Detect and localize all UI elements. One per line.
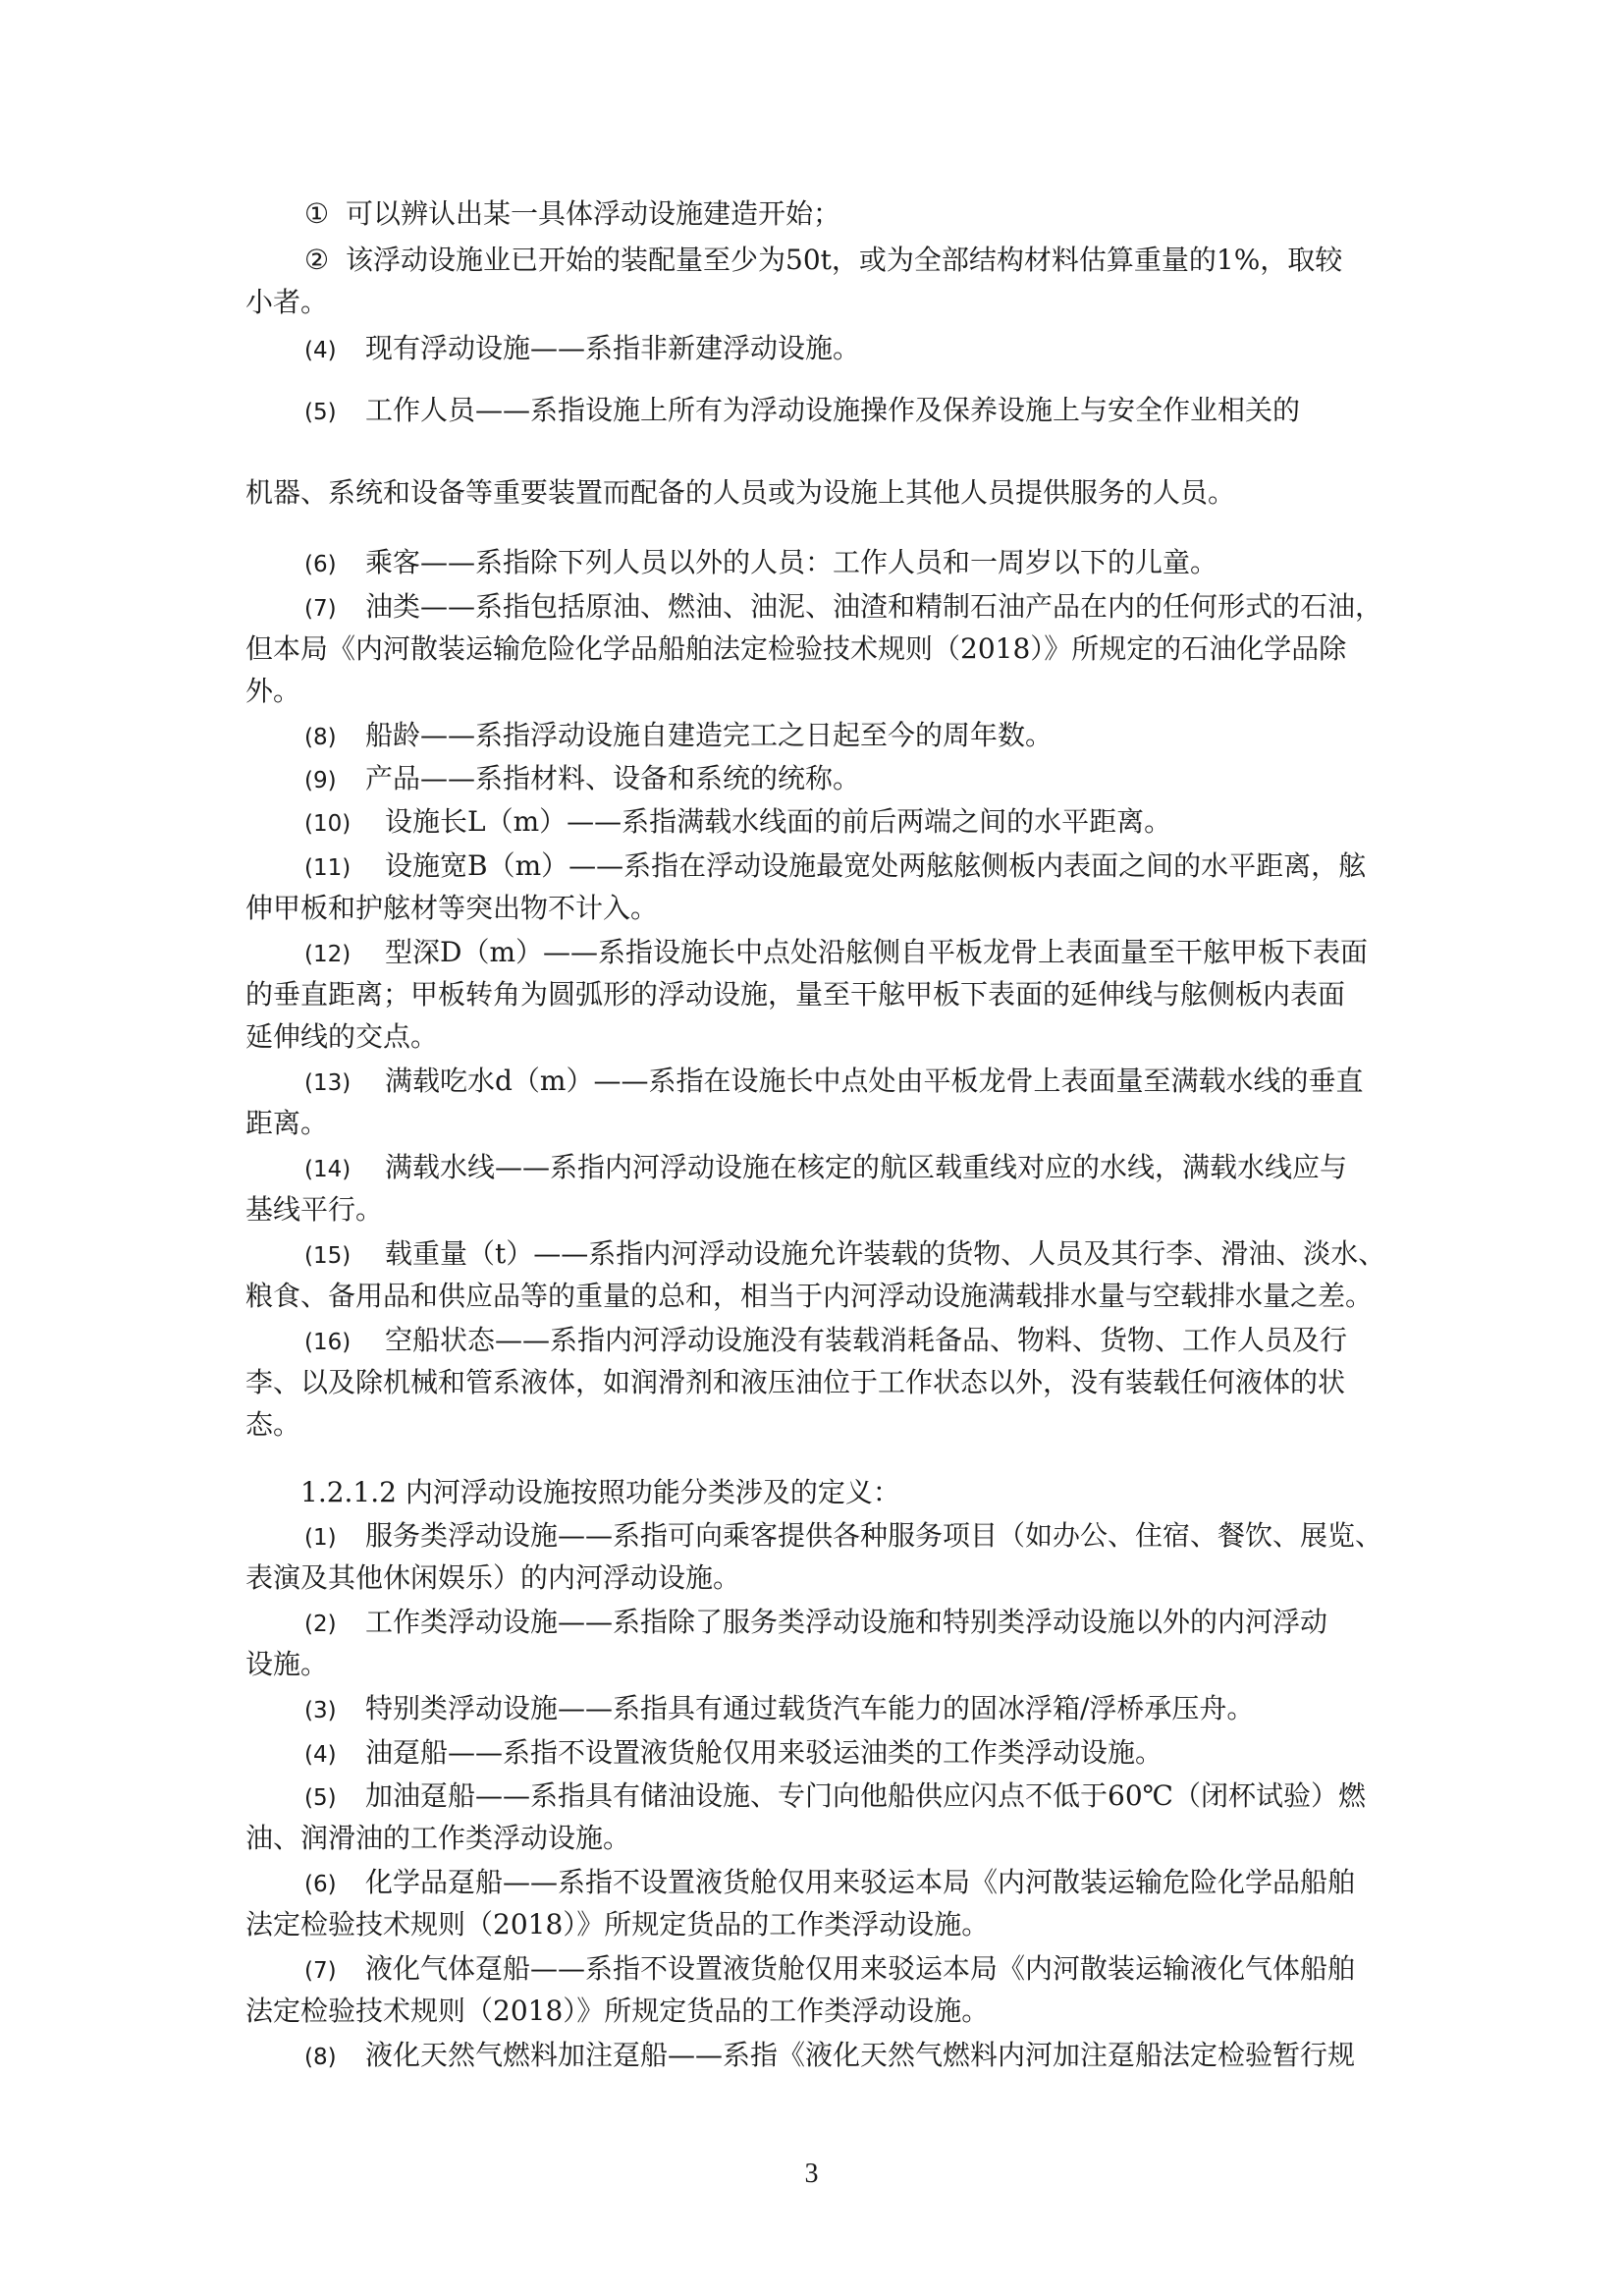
item-number: (8) — [304, 2045, 337, 2070]
item-number: (6) — [304, 552, 337, 577]
item-number: (11) — [304, 855, 352, 881]
definition-continuation: 伸甲板和护舷材等突出物不计入。 — [245, 892, 659, 924]
definition-9 — [304, 759, 1443, 800]
item-number: (4) — [304, 338, 337, 363]
page-number: 3 — [804, 2159, 819, 2189]
item-number: (5) — [304, 1785, 337, 1811]
item-text: 设施宽B（m）——系指在浮动设施最宽处两舷舷侧板内表面之间的水平距离，舷 — [385, 849, 1367, 882]
item-number: (7) — [304, 1958, 337, 1984]
item-number: (3) — [304, 1698, 337, 1723]
item-number: (4) — [304, 1742, 337, 1768]
definition-13 — [304, 1062, 1443, 1103]
item-text: 液化气体趸船——系指不设置液货舱仅用来驳运本局《内河散装运输液化气体船舶 — [365, 1952, 1356, 1985]
item-number: (12) — [304, 942, 352, 967]
definition-continuation: 法定检验技术规则（2018）》所规定货品的工作类浮动设施。 — [245, 1908, 990, 1941]
definition-continuation: 态。 — [245, 1408, 301, 1441]
item-text: 该浮动设施业已开始的装配量至少为50t，或为全部结构材料估算重量的1%，取较 — [346, 244, 1343, 276]
function-definition-6 — [304, 1863, 1443, 1904]
item-number: (1) — [304, 1525, 337, 1551]
item-text: 设施长L（m）——系指满载水线面的前后两端之间的水平距离。 — [385, 805, 1172, 838]
definition-continuation: 法定检验技术规则（2018）》所规定货品的工作类浮动设施。 — [245, 1995, 990, 2027]
item-text: 载重量（t）——系指内河浮动设施允许装载的货物、人员及其行李、滑油、淡水、 — [385, 1237, 1386, 1270]
item-number: (16) — [304, 1330, 352, 1355]
item-number: (14) — [304, 1157, 352, 1182]
item-number: (13) — [304, 1070, 352, 1096]
definition-continuation: 李、以及除机械和管系液体，如润滑剂和液压油位于工作状态以外，没有装载任何液体的状 — [245, 1366, 1346, 1398]
item-number: (15) — [304, 1243, 352, 1269]
item-text: 服务类浮动设施——系指可向乘客提供各种服务项目（如办公、住宿、餐饮、展览、 — [365, 1519, 1383, 1552]
item-number: (9) — [304, 768, 337, 793]
item-text: 产品——系指材料、设备和系统的统称。 — [365, 762, 861, 794]
definition-6 — [304, 543, 1443, 584]
item-text: 工作类浮动设施——系指除了服务类浮动设施和特别类浮动设施以外的内河浮动 — [365, 1606, 1328, 1638]
list-item-continuation: 小者。 — [245, 286, 329, 318]
item-text: 现有浮动设施——系指非新建浮动设施。 — [365, 332, 861, 364]
definition-14 — [304, 1148, 1443, 1189]
function-definition-1 — [304, 1516, 1443, 1558]
function-definition-3 — [304, 1689, 1443, 1730]
definition-continuation: 延伸线的交点。 — [245, 1020, 439, 1053]
item-text: 满载吃水d（m）——系指在设施长中点处由平板龙骨上表面量至满载水线的垂直 — [385, 1065, 1364, 1097]
item-text: 乘客——系指除下列人员以外的人员：工作人员和一周岁以下的儿童。 — [365, 546, 1218, 578]
item-text: 加油趸船——系指具有储油设施、专门向他船供应闪点不低于60℃（闭杯试验）燃 — [365, 1779, 1366, 1812]
definition-continuation: 的垂直距离；甲板转角为圆弧形的浮动设施，量至干舷甲板下表面的延伸线与舷侧板内表面 — [245, 978, 1346, 1011]
definition-continuation: 表演及其他休闲娱乐）的内河浮动设施。 — [245, 1561, 741, 1594]
item-number: (6) — [304, 1872, 337, 1897]
item-text: 液化天然气燃料加注趸船——系指《液化天然气燃料内河加注趸船法定检验暂行规 — [365, 2039, 1356, 2071]
list-item-circled-1 — [304, 194, 1443, 234]
item-text: 化学品趸船——系指不设置液货舱仅用来驳运本局《内河散装运输危险化学品船舶 — [365, 1866, 1356, 1898]
item-number: (5) — [304, 400, 337, 425]
definition-continuation: 油、润滑油的工作类浮动设施。 — [245, 1822, 631, 1854]
item-text: 型深D（m）——系指设施长中点处沿舷侧自平板龙骨上表面量至干舷甲板下表面 — [385, 936, 1369, 968]
item-text: 满载水线——系指内河浮动设施在核定的航区载重线对应的水线，满载水线应与 — [385, 1151, 1348, 1183]
definition-12 — [304, 933, 1443, 974]
definition-15 — [304, 1234, 1443, 1276]
definition-continuation: 设施。 — [245, 1648, 329, 1680]
item-text: 空船状态——系指内河浮动设施没有装载消耗备品、物料、货物、工作人员及行 — [385, 1324, 1348, 1356]
item-number: (10) — [304, 811, 352, 837]
definition-continuation: 机器、系统和设备等重要装置而配备的人员或为设施上其他人员提供服务的人员。 — [245, 476, 1236, 509]
definition-continuation: 粮食、备用品和供应品等的重量的总和，相当于内河浮动设施满载排水量与空载排水量之差。 — [245, 1280, 1374, 1312]
item-text: 特别类浮动设施——系指具有通过载货汽车能力的固冰浮箱/浮桥承压舟。 — [365, 1692, 1255, 1724]
item-text: 可以辨认出某一具体浮动设施建造开始； — [346, 197, 841, 230]
definition-continuation: 距离。 — [245, 1107, 329, 1139]
definition-10 — [304, 802, 1443, 844]
item-marker: ① — [304, 197, 330, 230]
function-definition-4 — [304, 1733, 1443, 1775]
definition-5 — [304, 391, 1443, 432]
definition-continuation: 外。 — [245, 675, 301, 707]
item-text: 工作人员——系指设施上所有为浮动设施操作及保养设施上与安全作业相关的 — [365, 394, 1301, 426]
definition-8 — [304, 716, 1443, 757]
item-number: (2) — [304, 1612, 337, 1637]
function-definition-5 — [304, 1777, 1443, 1818]
item-text: 油趸船——系指不设置液货舱仅用来驳运油类的工作类浮动设施。 — [365, 1736, 1163, 1769]
item-number: (8) — [304, 725, 337, 750]
function-definition-8 — [304, 2036, 1443, 2077]
section-heading: 1.2.1.2 内河浮动设施按照功能分类涉及的定义： — [300, 1476, 900, 1508]
item-number: (7) — [304, 596, 337, 622]
item-text: 船龄——系指浮动设施自建造完工之日起至今的周年数。 — [365, 719, 1054, 751]
list-item-circled-2 — [304, 241, 1443, 280]
definition-continuation: 但本局《内河散装运输危险化学品船舶法定检验技术规则（2018）》所规定的石油化学品除 — [245, 632, 1347, 665]
definition-11 — [304, 847, 1443, 888]
definition-7 — [304, 587, 1443, 629]
item-text: 油类——系指包括原油、燃油、油泥、油渣和精制石油产品在内的任何形式的石油， — [365, 590, 1383, 623]
item-marker: ② — [304, 244, 330, 276]
definition-4 — [304, 329, 1443, 370]
definition-16 — [304, 1321, 1443, 1362]
function-definition-7 — [304, 1949, 1443, 1991]
function-definition-2 — [304, 1603, 1443, 1644]
definition-continuation: 基线平行。 — [245, 1193, 384, 1226]
